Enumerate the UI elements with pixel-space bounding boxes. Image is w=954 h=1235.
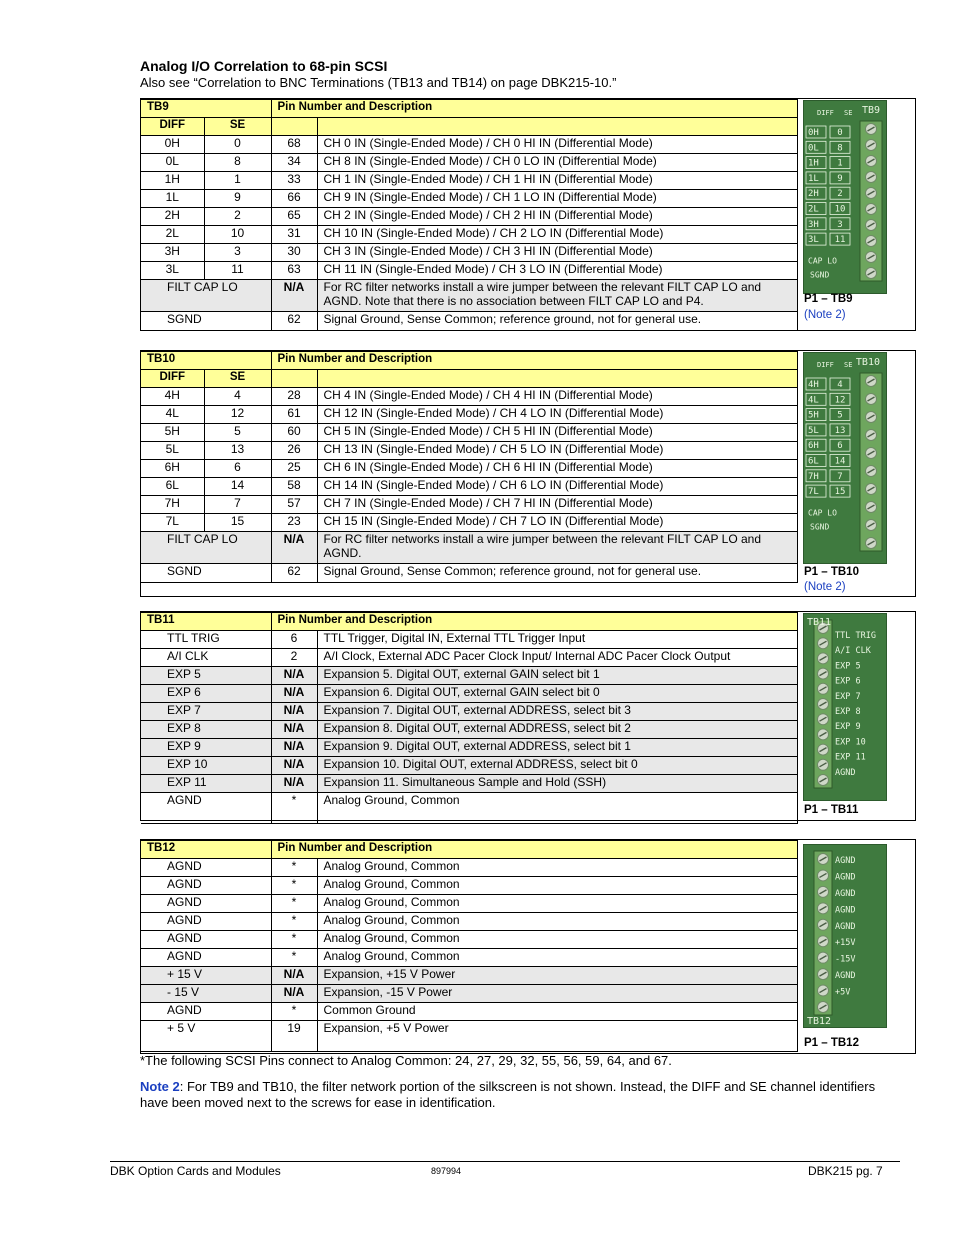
blank-header <box>271 118 317 136</box>
table-header-row <box>141 100 797 118</box>
description-cell: Analog Ground, Common <box>317 793 797 824</box>
silk-diff-text: 2H <box>808 189 819 200</box>
se-cell: 7 <box>204 496 271 514</box>
signal-cell: + 5 V <box>141 1021 271 1052</box>
silk-diff-text: 0L <box>808 143 819 154</box>
signal-cell: SGND <box>141 312 271 331</box>
blank-header <box>317 118 797 136</box>
tb10-caption: P1 – TB10 <box>804 566 859 578</box>
pin-cell: 34 <box>271 154 317 172</box>
silk-label: AGND <box>835 971 856 982</box>
silk-label: AGND <box>835 905 856 916</box>
silk-sgnd: SGND <box>810 522 830 532</box>
table-row <box>141 649 797 667</box>
se-cell: 2 <box>204 208 271 226</box>
signal-cell: AGND <box>141 1003 271 1021</box>
description-cell: Expansion 8. Digital OUT, external ADDRESS, select bit 2 <box>317 721 797 739</box>
pin-cell: 57 <box>271 496 317 514</box>
description-cell: CH 13 IN (Single-Ended Mode) / CH 5 LO IN (Differential Mode) <box>317 442 797 460</box>
signal-cell: AGND <box>141 859 271 877</box>
description-cell: Signal Ground, Sense Common; reference ground, not for general use. <box>317 564 797 583</box>
silk-label: EXP 7 <box>835 691 861 702</box>
table-row <box>141 388 797 406</box>
silk-label: EXP 5 <box>835 661 861 672</box>
table-row <box>141 406 797 424</box>
diff-cell: 3L <box>141 262 204 280</box>
signal-cell: AGND <box>141 877 271 895</box>
pin-cell: 33 <box>271 172 317 190</box>
signal-cell: EXP 6 <box>141 685 271 703</box>
silk-label: AGND <box>835 888 856 899</box>
silk-label: +15V <box>835 938 856 949</box>
silk-label: TTL TRIG <box>835 631 876 641</box>
table-row <box>141 190 797 208</box>
tb11-block <box>140 611 916 821</box>
se-cell: 14 <box>204 478 271 496</box>
table-row <box>141 631 797 649</box>
se-cell: 9 <box>204 190 271 208</box>
se-cell: 1 <box>204 172 271 190</box>
diff-cell: 4H <box>141 388 204 406</box>
silk-block-name: TB10 <box>855 357 880 368</box>
table-row <box>141 667 797 685</box>
pin-cell: 58 <box>271 478 317 496</box>
table-row <box>141 172 797 190</box>
pin-cell: * <box>271 931 317 949</box>
pin-cell: 6 <box>271 631 317 649</box>
silk-se-text: 0 <box>837 128 843 138</box>
silk-se-text: 12 <box>834 395 846 406</box>
pin-cell: 62 <box>271 564 317 583</box>
silk-label: AGND <box>835 921 856 932</box>
signal-cell: EXP 11 <box>141 775 271 793</box>
silk-diff-text: 4L <box>808 395 819 406</box>
description-cell: Expansion, +5 V Power <box>317 1021 797 1052</box>
description-cell: Analog Ground, Common <box>317 859 797 877</box>
pin-cell: N/A <box>271 532 317 564</box>
signal-cell: AGND <box>141 895 271 913</box>
filt-cap-row <box>141 532 797 564</box>
description-cell: CH 1 IN (Single-Ended Mode) / CH 1 HI IN (Differential Mode) <box>317 172 797 190</box>
silk-se-text: 10 <box>834 204 846 215</box>
note-2 <box>140 1079 900 1111</box>
pin-cell: 66 <box>271 190 317 208</box>
silk-se-text: 6 <box>837 441 843 452</box>
silk-diff-text: 5L <box>808 425 819 436</box>
silk-se-text: 8 <box>837 143 843 154</box>
description-cell: Expansion 9. Digital OUT, external ADDRESS, select bit 1 <box>317 739 797 757</box>
signal-cell: EXP 8 <box>141 721 271 739</box>
terminal-block-illustration <box>804 101 886 293</box>
description-cell: Expansion 5. Digital OUT, external GAIN select bit 1 <box>317 667 797 685</box>
page-subtitle: Also see “Correlation to BNC Terminations (TB13 and TB14) on page DBK215-10.” <box>140 75 617 90</box>
diff-cell: 3H <box>141 244 204 262</box>
table-row <box>141 913 797 931</box>
table-row <box>141 949 797 967</box>
table-row <box>141 226 797 244</box>
diff-cell: 4L <box>141 406 204 424</box>
description-cell: CH 10 IN (Single-Ended Mode) / CH 2 LO IN (Differential Mode) <box>317 226 797 244</box>
pin-cell: 23 <box>271 514 317 532</box>
table-row <box>141 895 797 913</box>
table-row <box>141 262 797 280</box>
table-row <box>141 514 797 532</box>
description-cell: Analog Ground, Common <box>317 895 797 913</box>
tb9-block <box>140 98 916 331</box>
silk-block-name: TB11 <box>807 617 832 628</box>
description-cell: CH 7 IN (Single-Ended Mode) / CH 7 HI IN (Differential Mode) <box>317 496 797 514</box>
se-cell: 11 <box>204 262 271 280</box>
se-cell: 8 <box>204 154 271 172</box>
se-cell: 15 <box>204 514 271 532</box>
footer-rule <box>110 1161 900 1162</box>
pin-cell: * <box>271 913 317 931</box>
pin-cell: 60 <box>271 424 317 442</box>
pin-cell: N/A <box>271 703 317 721</box>
terminal-block-illustration <box>804 614 886 800</box>
table-title: TB12 <box>141 841 271 859</box>
pin-cell: 62 <box>271 312 317 331</box>
description-cell: Expansion 10. Digital OUT, external ADDRESS, select bit 0 <box>317 757 797 775</box>
se-cell: 12 <box>204 406 271 424</box>
silk-label: AGND <box>835 856 856 866</box>
silk-label: +5V <box>835 987 851 998</box>
silk-diff-text: 0H <box>808 128 819 138</box>
se-cell: 10 <box>204 226 271 244</box>
description-cell: CH 3 IN (Single-Ended Mode) / CH 3 HI IN (Differential Mode) <box>317 244 797 262</box>
pin-cell: 61 <box>271 406 317 424</box>
tb11-photo <box>803 613 887 801</box>
table-row <box>141 967 797 985</box>
description-cell: CH 11 IN (Single-Ended Mode) / CH 3 LO IN (Differential Mode) <box>317 262 797 280</box>
table-row <box>141 721 797 739</box>
diff-cell: 7L <box>141 514 204 532</box>
description-cell: For RC filter networks install a wire jumper between the relevant FILT CAP LO and AGND. Note that there is no association between FILT CAP LO and P4. <box>317 280 797 312</box>
pin-cell: N/A <box>271 967 317 985</box>
table-row <box>141 739 797 757</box>
tb10-table <box>141 351 798 583</box>
tb9-table <box>141 99 798 331</box>
diff-cell: 6H <box>141 460 204 478</box>
table-header-row <box>141 613 797 631</box>
description-cell: CH 9 IN (Single-Ended Mode) / CH 1 LO IN (Differential Mode) <box>317 190 797 208</box>
signal-cell: EXP 10 <box>141 757 271 775</box>
description-cell: Expansion 11. Simultaneous Sample and Hold (SSH) <box>317 775 797 793</box>
silk-diff-text: 5H <box>808 410 819 421</box>
se-header: SE <box>204 370 271 388</box>
table-row <box>141 775 797 793</box>
table-header-row <box>141 841 797 859</box>
se-cell: 4 <box>204 388 271 406</box>
diff-cell: 0H <box>141 136 204 154</box>
silk-diff-text: 7L <box>808 487 819 498</box>
description-cell: CH 15 IN (Single-Ended Mode) / CH 7 LO IN (Differential Mode) <box>317 514 797 532</box>
tb12-caption: P1 – TB12 <box>804 1037 859 1049</box>
table-row <box>141 154 797 172</box>
silk-diff-text: 2L <box>808 204 819 215</box>
description-cell: Analog Ground, Common <box>317 949 797 967</box>
diff-cell: 5L <box>141 442 204 460</box>
signal-cell: + 15 V <box>141 967 271 985</box>
table-subheader-row <box>141 118 797 136</box>
silk-label: EXP 11 <box>835 752 866 763</box>
diff-header: DIFF <box>141 118 204 136</box>
table-row <box>141 460 797 478</box>
pin-cell: * <box>271 1003 317 1021</box>
silk-se-text: 11 <box>834 235 846 246</box>
silk-label: A/I CLK <box>835 646 871 657</box>
silk-label: EXP 9 <box>835 722 861 733</box>
table-title: TB9 <box>141 100 271 118</box>
pin-cell: N/A <box>271 721 317 739</box>
silk-label: EXP 6 <box>835 676 861 687</box>
pin-cell: N/A <box>271 985 317 1003</box>
description-cell: Expansion, -15 V Power <box>317 985 797 1003</box>
diff-cell: 6L <box>141 478 204 496</box>
tb12-photo <box>803 844 887 1028</box>
silk-sgnd: SGND <box>810 270 830 280</box>
footer-left: DBK Option Cards and Modules <box>110 1164 281 1178</box>
pin-cell: 25 <box>271 460 317 478</box>
signal-cell: - 15 V <box>141 985 271 1003</box>
silk-label: AGND <box>835 872 856 883</box>
silk-cap-lo: CAP LO <box>808 256 837 266</box>
description-cell: TTL Trigger, Digital IN, External TTL Trigger Input <box>317 631 797 649</box>
silk-diff-label: DIFF <box>817 361 834 369</box>
silk-se-text: 7 <box>837 471 843 482</box>
pin-cell: 68 <box>271 136 317 154</box>
silk-se-label: SE <box>844 109 853 117</box>
tb12-block <box>140 839 916 1054</box>
silk-diff-text: 1L <box>808 173 819 184</box>
filt-cap-row <box>141 280 797 312</box>
diff-cell: 2H <box>141 208 204 226</box>
note-2-text: : For TB9 and TB10, the filter network portion of the silkscreen is not shown. Instead, the DIFF and SE channel identifiers have been moved next to the screws for ease in identification. <box>140 1079 876 1110</box>
blank-header <box>271 370 317 388</box>
silk-se-text: 3 <box>837 219 843 230</box>
description-cell: Analog Ground, Common <box>317 931 797 949</box>
signal-cell: AGND <box>141 913 271 931</box>
diff-header: DIFF <box>141 370 204 388</box>
se-cell: 3 <box>204 244 271 262</box>
silk-block-name: TB12 <box>807 1016 832 1027</box>
tb9-caption: P1 – TB9 <box>804 293 853 305</box>
pin-cell: * <box>271 859 317 877</box>
silk-se-text: 13 <box>834 425 846 436</box>
signal-cell: AGND <box>141 793 271 824</box>
silk-se-text: 14 <box>834 456 846 467</box>
description-cell: CH 6 IN (Single-Ended Mode) / CH 6 HI IN (Differential Mode) <box>317 460 797 478</box>
table-row <box>141 244 797 262</box>
table-title: TB11 <box>141 613 271 631</box>
signal-cell: EXP 7 <box>141 703 271 721</box>
pin-cell: 19 <box>271 1021 317 1052</box>
page-title: Analog I/O Correlation to 68-pin SCSI <box>140 58 388 74</box>
se-cell: 13 <box>204 442 271 460</box>
se-cell: 5 <box>204 424 271 442</box>
table-row <box>141 1003 797 1021</box>
silk-diff-text: 7H <box>808 471 819 482</box>
column-header: Pin Number and Description <box>271 100 797 118</box>
description-cell: Common Ground <box>317 1003 797 1021</box>
table-row <box>141 793 797 824</box>
silk-cap-lo: CAP LO <box>808 508 837 518</box>
scsi-footnote: *The following SCSI Pins connect to Analog Common: 24, 27, 29, 32, 55, 56, 59, 64, and 67. <box>140 1053 672 1068</box>
description-cell: For RC filter networks install a wire jumper between the relevant FILT CAP LO and AGND. <box>317 532 797 564</box>
blank-header <box>317 370 797 388</box>
tb11-caption: P1 – TB11 <box>804 804 859 816</box>
pin-cell: 30 <box>271 244 317 262</box>
tb9-photo <box>803 100 887 294</box>
tb9-note-link[interactable]: (Note 2) <box>804 309 846 321</box>
silk-label: EXP 10 <box>835 737 866 748</box>
tb12-table <box>141 840 798 1052</box>
column-header: Pin Number and Description <box>271 613 797 631</box>
description-cell: CH 0 IN (Single-Ended Mode) / CH 0 HI IN (Differential Mode) <box>317 136 797 154</box>
table-row <box>141 208 797 226</box>
pin-cell: 28 <box>271 388 317 406</box>
table-subheader-row <box>141 370 797 388</box>
terminal-block-illustration <box>804 845 886 1027</box>
diff-cell: 7H <box>141 496 204 514</box>
sgnd-row <box>141 564 797 583</box>
table-row <box>141 442 797 460</box>
description-cell: CH 8 IN (Single-Ended Mode) / CH 0 LO IN (Differential Mode) <box>317 154 797 172</box>
diff-cell: 2L <box>141 226 204 244</box>
description-cell: CH 4 IN (Single-Ended Mode) / CH 4 HI IN (Differential Mode) <box>317 388 797 406</box>
silk-se-label: SE <box>844 361 853 369</box>
signal-cell: EXP 9 <box>141 739 271 757</box>
description-cell: Expansion 6. Digital OUT, external GAIN select bit 0 <box>317 685 797 703</box>
silk-diff-text: 6L <box>808 456 819 467</box>
pin-cell: * <box>271 949 317 967</box>
description-cell: Analog Ground, Common <box>317 913 797 931</box>
table-row <box>141 478 797 496</box>
silk-diff-text: 4H <box>808 380 819 390</box>
silk-block-name: TB9 <box>861 105 880 116</box>
table-row <box>141 859 797 877</box>
silk-diff-label: DIFF <box>817 109 834 117</box>
table-row <box>141 757 797 775</box>
se-cell: 6 <box>204 460 271 478</box>
tb11-table <box>141 612 798 824</box>
table-row <box>141 703 797 721</box>
silk-se-text: 4 <box>837 380 843 390</box>
terminal-block-illustration <box>804 353 886 563</box>
tb10-block <box>140 350 916 597</box>
description-cell: Analog Ground, Common <box>317 877 797 895</box>
description-cell: CH 2 IN (Single-Ended Mode) / CH 2 HI IN (Differential Mode) <box>317 208 797 226</box>
silk-diff-text: 3H <box>808 219 819 230</box>
signal-cell: SGND <box>141 564 271 583</box>
column-header: Pin Number and Description <box>271 841 797 859</box>
pin-cell: * <box>271 895 317 913</box>
se-cell: 0 <box>204 136 271 154</box>
pin-cell: N/A <box>271 757 317 775</box>
silk-label: AGND <box>835 767 856 778</box>
pin-cell: N/A <box>271 685 317 703</box>
silk-label: -15V <box>835 954 856 965</box>
table-row <box>141 496 797 514</box>
description-cell: Expansion 7. Digital OUT, external ADDRESS, select bit 3 <box>317 703 797 721</box>
pin-cell: 26 <box>271 442 317 460</box>
diff-cell: 0L <box>141 154 204 172</box>
pin-cell: N/A <box>271 775 317 793</box>
silk-se-text: 5 <box>837 410 843 421</box>
table-row <box>141 685 797 703</box>
table-header-row <box>141 352 797 370</box>
silk-se-text: 2 <box>837 189 843 200</box>
pin-cell: 2 <box>271 649 317 667</box>
table-row <box>141 1021 797 1052</box>
tb10-photo <box>803 352 887 564</box>
diff-cell: 1L <box>141 190 204 208</box>
silk-se-text: 15 <box>834 487 846 498</box>
signal-cell: FILT CAP LO <box>141 280 271 312</box>
silk-diff-text: 6H <box>808 441 819 452</box>
description-cell: CH 5 IN (Single-Ended Mode) / CH 5 HI IN (Differential Mode) <box>317 424 797 442</box>
tb10-note-link[interactable]: (Note 2) <box>804 581 846 593</box>
pin-cell: * <box>271 877 317 895</box>
silk-se-text: 1 <box>837 158 843 169</box>
signal-cell: TTL TRIG <box>141 631 271 649</box>
table-row <box>141 424 797 442</box>
table-row <box>141 985 797 1003</box>
signal-cell: EXP 5 <box>141 667 271 685</box>
table-title: TB10 <box>141 352 271 370</box>
silk-diff-text: 1H <box>808 158 819 169</box>
description-cell: A/I Clock, External ADC Pacer Clock Input/ Internal ADC Pacer Clock Output <box>317 649 797 667</box>
table-row <box>141 136 797 154</box>
sgnd-row <box>141 312 797 331</box>
table-row <box>141 877 797 895</box>
table-row <box>141 931 797 949</box>
footer-center: 897994 <box>431 1166 462 1176</box>
description-cell: CH 12 IN (Single-Ended Mode) / CH 4 LO IN (Differential Mode) <box>317 406 797 424</box>
signal-cell: A/I CLK <box>141 649 271 667</box>
pin-cell: N/A <box>271 280 317 312</box>
pin-cell: N/A <box>271 739 317 757</box>
description-cell: CH 14 IN (Single-Ended Mode) / CH 6 LO IN (Differential Mode) <box>317 478 797 496</box>
pin-cell: 63 <box>271 262 317 280</box>
description-cell: Expansion, +15 V Power <box>317 967 797 985</box>
column-header: Pin Number and Description <box>271 352 797 370</box>
footer-right: DBK215 pg. 7 <box>808 1164 883 1178</box>
pin-cell: N/A <box>271 667 317 685</box>
signal-cell: AGND <box>141 949 271 967</box>
description-cell: Signal Ground, Sense Common; reference ground, not for general use. <box>317 312 797 331</box>
note-2-label: Note 2 <box>140 1079 180 1094</box>
signal-cell: FILT CAP LO <box>141 532 271 564</box>
silk-diff-text: 3L <box>808 235 819 246</box>
signal-cell: AGND <box>141 931 271 949</box>
se-header: SE <box>204 118 271 136</box>
silk-se-text: 9 <box>837 173 843 184</box>
pin-cell: 31 <box>271 226 317 244</box>
diff-cell: 1H <box>141 172 204 190</box>
diff-cell: 5H <box>141 424 204 442</box>
pin-cell: 65 <box>271 208 317 226</box>
silk-label: EXP 8 <box>835 707 861 717</box>
pin-cell: * <box>271 793 317 824</box>
